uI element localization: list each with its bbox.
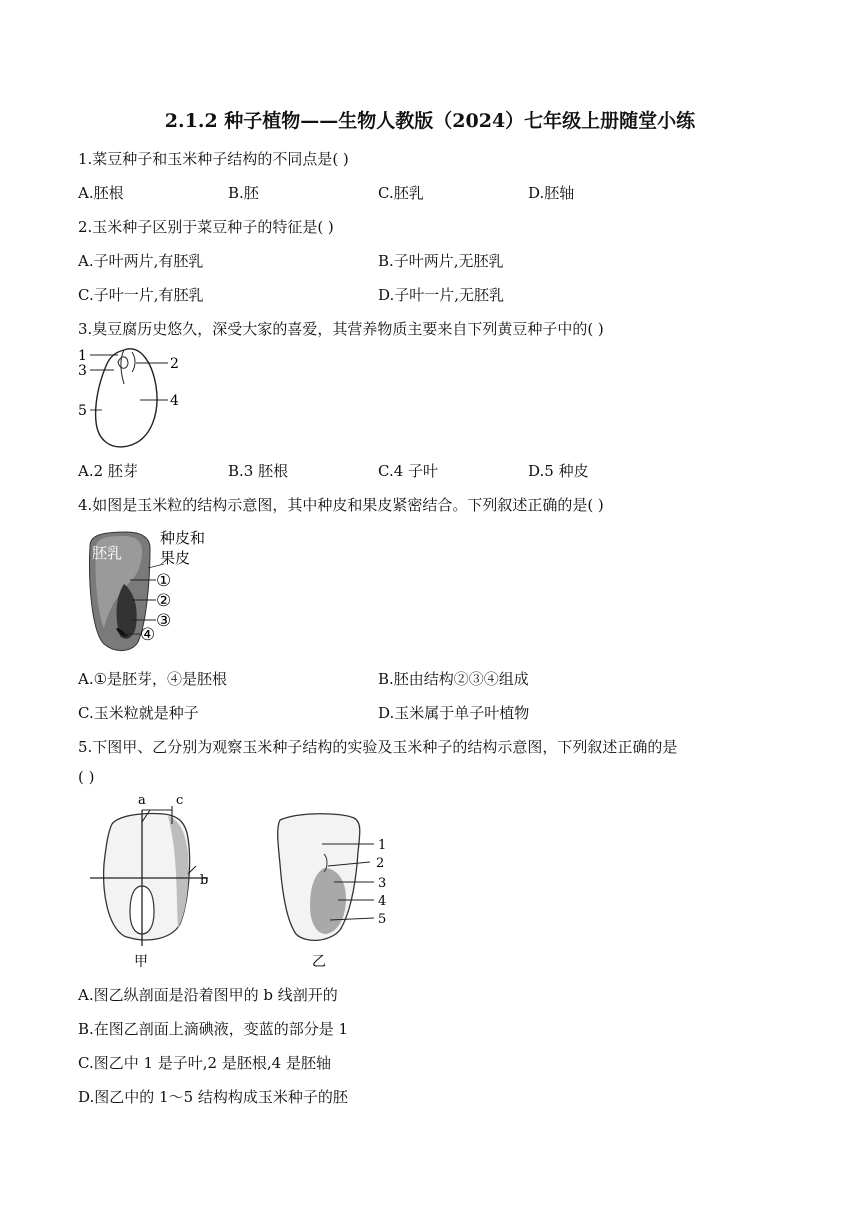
corn-endosperm-label: 胚乳: [92, 544, 123, 562]
figure-yi-caption: 乙: [312, 954, 326, 970]
q2-option-c[interactable]: C.子叶一片,有胚乳: [78, 286, 204, 304]
q4-option-b[interactable]: B.胚由结构②③④组成: [378, 670, 529, 688]
question-4-stem: 4.如图是玉米粒的结构示意图，其中种皮和果皮紧密结合。下列叙述正确的是( ): [78, 496, 604, 514]
corn-label-1: ①: [156, 571, 172, 591]
bean-label-3: 3: [78, 363, 87, 379]
yi-label-4: 4: [378, 894, 387, 909]
question-5-stem-line-2: ( ): [78, 768, 95, 786]
q3-option-d[interactable]: D.5 种皮: [528, 462, 589, 480]
q2-option-a[interactable]: A.子叶两片,有胚乳: [78, 252, 204, 270]
yi-label-3: 3: [378, 876, 387, 891]
q3-option-c[interactable]: C.4 子叶: [378, 462, 439, 480]
yi-label-5: 5: [378, 912, 387, 927]
q1-option-b[interactable]: B.胚: [228, 184, 259, 202]
jia-label-b: b: [200, 873, 209, 888]
corn-label-4: ④: [140, 625, 156, 645]
bean-label-5: 5: [78, 403, 87, 419]
q5-option-c[interactable]: C.图乙中 1 是子叶,2 是胚根,4 是胚轴: [78, 1054, 331, 1072]
q1-option-a[interactable]: A.胚根: [78, 184, 124, 202]
q2-option-d[interactable]: D.子叶一片,无胚乳: [378, 286, 505, 304]
bean-label-4: 4: [170, 393, 179, 409]
corn-label-2: ②: [156, 591, 172, 611]
q3-option-b[interactable]: B.3 胚根: [228, 462, 289, 480]
q5-option-d[interactable]: D.图乙中的 1～5 结构构成玉米种子的胚: [78, 1088, 348, 1106]
corn-kernel-figure: [80, 524, 230, 656]
figure-jia-caption: 甲: [134, 954, 148, 970]
q1-option-c[interactable]: C.胚乳: [378, 184, 424, 202]
bean-label-1: 1: [78, 348, 87, 364]
q5-option-b[interactable]: B.在图乙剖面上滴碘液，变蓝的部分是 1: [78, 1020, 349, 1038]
yi-label-1: 1: [378, 838, 387, 853]
corn-coat-label-1: 种皮和: [160, 529, 206, 547]
bean-seed-figure: [76, 340, 196, 452]
q4-option-a[interactable]: A.①是胚芽，④是胚根: [78, 670, 228, 688]
corn-label-3: ③: [156, 611, 172, 631]
bean-label-2: 2: [170, 356, 179, 372]
q5-option-a[interactable]: A.图乙纵剖面是沿着图甲的 b 线剖开的: [78, 986, 338, 1004]
corn-coat-label-2: 果皮: [160, 549, 191, 567]
page-title: 2.1.2 种子植物——生物人教版（2024）七年级上册随堂小练: [164, 110, 696, 132]
corn-dissection-figure: [84, 794, 404, 970]
q4-option-d[interactable]: D.玉米属于单子叶植物: [378, 704, 530, 722]
q3-option-a[interactable]: A.2 胚芽: [78, 462, 138, 480]
q1-option-d[interactable]: D.胚轴: [528, 184, 575, 202]
q2-option-b[interactable]: B.子叶两片,无胚乳: [378, 252, 504, 270]
question-5-stem-line-1: 5.下图甲、乙分别为观察玉米种子结构的实验及玉米种子的结构示意图，下列叙述正确的是: [78, 738, 678, 756]
jia-label-c: c: [176, 794, 184, 808]
yi-label-2: 2: [376, 856, 385, 871]
jia-label-a: a: [138, 794, 146, 808]
question-2-stem: 2.玉米种子区别于菜豆种子的特征是( ): [78, 218, 334, 236]
question-3-stem: 3.臭豆腐历史悠久，深受大家的喜爱，其营养物质主要来自下列黄豆种子中的( ): [78, 320, 604, 338]
q4-option-c[interactable]: C.玉米粒就是种子: [78, 704, 199, 722]
question-1-stem: 1.菜豆种子和玉米种子结构的不同点是( ): [78, 150, 349, 168]
